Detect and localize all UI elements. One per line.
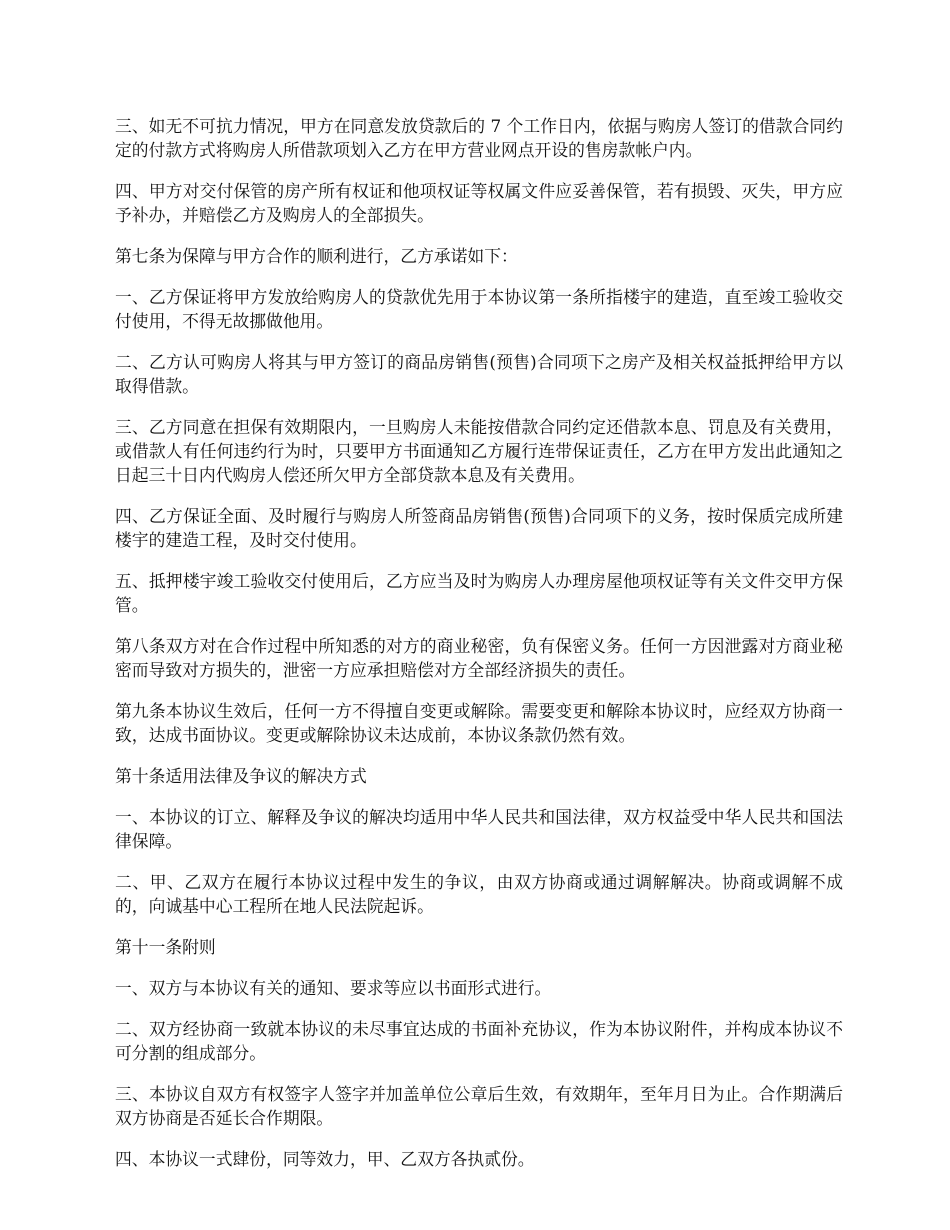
paragraph-clause-4: 四、甲方对交付保管的房产所有权证和他项权证等权属文件应妥善保管，若有损毁、灭失，甲方应予补办，并赔偿乙方及购房人的全部损失。 [115,181,843,225]
article-7-heading: 第七条为保障与甲方合作的顺利进行，乙方承诺如下： [115,246,518,266]
paragraph-clause-3: 三、如无不可抗力情况，甲方在同意发放贷款后的 7 个工作日内，依据与购房人签订的借款合同约定的付款方式将购房人所借款项划入乙方在甲方营业网点开设的售房款帐户内。 [115,116,843,160]
paragraph-10-2: 二、甲、乙双方在履行本协议过程中发生的争议，由双方协商或通过调解解决。协商或调解不成的，向诚基中心工程所在地人民法院起诉。 [115,872,843,916]
paragraph-11-4: 四、本协议一式肆份，同等效力，甲、乙双方各执贰份。 [115,1149,535,1169]
paragraph-11-3: 三、本协议自双方有权签字人签字并加盖单位公章后生效，有效期年，至年月日为止。合作期满后双方协商是否延长合作期限。 [115,1084,843,1128]
paragraph-11-2: 二、双方经协商一致就本协议的未尽事宜达成的书面补充协议，作为本协议附件，并构成本协议不可分割的组成部分。 [115,1019,843,1063]
paragraph-7-1: 一、乙方保证将甲方发放给购房人的贷款优先用于本协议第一条所指楼宇的建造，直至竣工验收交付使用，不得无故挪做他用。 [115,287,843,331]
article-10-heading: 第十条适用法律及争议的解决方式 [115,766,367,786]
article-9: 第九条本协议生效后，任何一方不得擅自变更或解除。需要变更和解除本协议时，应经双方协商一致，达成书面协议。变更或解除协议未达成前，本协议条款仍然有效。 [115,701,843,745]
paragraph-7-4: 四、乙方保证全面、及时履行与购房人所签商品房销售(预售)合同项下的义务，按时保质完成所建楼宇的建造工程，及时交付使用。 [115,506,843,550]
document-body [115,114,843,1171]
paragraph-7-2: 二、乙方认可购房人将其与甲方签订的商品房销售(预售)合同项下之房产及相关权益抵押给甲方以取得借款。 [115,352,843,396]
article-11-heading: 第十一条附则 [115,937,216,957]
paragraph-7-3: 三、乙方同意在担保有效期限内，一旦购房人未能按借款合同约定还借款本息、罚息及有关费用，或借款人有任何违约行为时，只要甲方书面通知乙方履行连带保证责任，乙方在甲方发出此通知之日起三十日内代购房人偿还所欠甲方全部贷款本息及有关费用。 [115,417,843,485]
paragraph-11-1: 一、双方与本协议有关的通知、要求等应以书面形式进行。 [115,978,552,998]
paragraph-10-1: 一、本协议的订立、解释及争议的解决均适用中华人民共和国法律，双方权益受中华人民共和国法律保障。 [115,807,843,851]
article-8: 第八条双方对在合作过程中所知悉的对方的商业秘密，负有保密义务。任何一方因泄露对方商业秘密而导致对方损失的，泄密一方应承担赔偿对方全部经济损失的责任。 [115,636,843,680]
paragraph-7-5: 五、抵押楼宇竣工验收交付使用后，乙方应当及时为购房人办理房屋他项权证等有关文件交甲方保管。 [115,571,843,615]
